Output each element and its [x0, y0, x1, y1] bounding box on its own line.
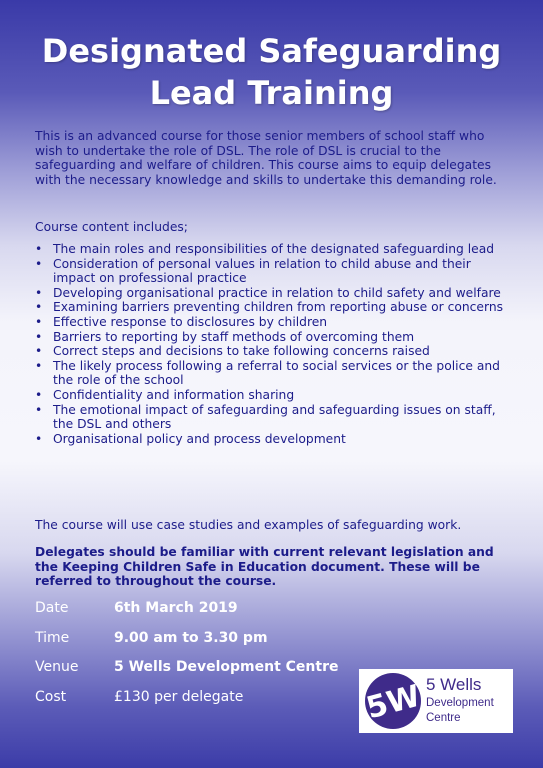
- venue-value: 5 Wells Development Centre: [114, 659, 339, 675]
- page-title: [0, 30, 543, 114]
- delegates-note: Delegates should be familiar with current relevant legislation and the Keeping Children Safe in Education document. These will be referred to throughout the course.: [35, 545, 494, 589]
- 5w-logo-icon: [362, 671, 424, 731]
- bullet-icon: •: [35, 402, 43, 417]
- cost-value: £130 per delegate: [114, 688, 244, 705]
- list-item: • Confidentiality and information sharing: [35, 387, 295, 402]
- logo-name-line-2: Development: [426, 697, 494, 709]
- bullet-icon: •: [35, 344, 43, 359]
- bullet-icon: •: [35, 285, 43, 300]
- course-content-label: Course content includes;: [35, 220, 188, 234]
- logo-mark: 5W: [362, 678, 424, 727]
- list-item: • Barriers to reporting by staff methods of overcoming them: [35, 329, 415, 344]
- list-item: • Examining barriers preventing children from reporting abuse or concerns: [35, 300, 504, 315]
- case-studies-note: The course will use case studies and examples of safeguarding work.: [35, 518, 462, 532]
- time-label: Time: [35, 629, 70, 646]
- list-item: • Correct steps and decisions to take following concerns raised: [35, 344, 430, 359]
- venue-label: Venue: [35, 659, 79, 675]
- bullet-icon: •: [35, 387, 43, 402]
- bullet-icon: •: [35, 242, 43, 256]
- intro-paragraph: This is an advanced course for those senior members of school staff who wish to undertake the role of DSL. The role of DSL is crucial to the safeguarding and welfare of children. This course aims to equip delegates with the necessary knowledge and skills to undertake this demanding role.: [35, 129, 497, 187]
- bullet-icon: •: [35, 431, 43, 446]
- date-value: 6th March 2019: [114, 600, 238, 616]
- bullet-icon: •: [35, 329, 43, 344]
- list-item: • Developing organisational practice in relation to child safety and welfare: [35, 285, 501, 300]
- list-item: • The likely process following a referral to social services or the police and the role of the school: [35, 358, 500, 388]
- course-content-list: [35, 242, 505, 446]
- list-item: • The emotional impact of safeguarding and safeguarding issues on staff, the DSL and others: [35, 402, 496, 432]
- title-line-2: Lead Training: [149, 74, 394, 112]
- bullet-icon: •: [35, 256, 43, 271]
- bullet-icon: •: [35, 300, 43, 315]
- list-item: • Organisational policy and process development: [35, 431, 346, 446]
- list-item: • The main roles and responsibilities of the designated safeguarding lead: [35, 242, 495, 256]
- bullet-icon: •: [35, 358, 43, 373]
- cost-label: Cost: [35, 688, 67, 705]
- title-line-1: Designated Safeguarding: [41, 32, 502, 70]
- logo-name-line-3: Centre: [426, 712, 461, 724]
- bullet-icon: •: [35, 314, 43, 329]
- date-label: Date: [35, 600, 69, 616]
- list-item: • Effective response to disclosures by children: [35, 314, 328, 329]
- list-item: • Consideration of personal values in relation to child abuse and their impact on professional practice: [35, 256, 471, 286]
- logo-name-line-1: 5 Wells: [426, 675, 482, 694]
- time-value: 9.00 am to 3.30 pm: [114, 629, 268, 646]
- logo: [359, 669, 513, 733]
